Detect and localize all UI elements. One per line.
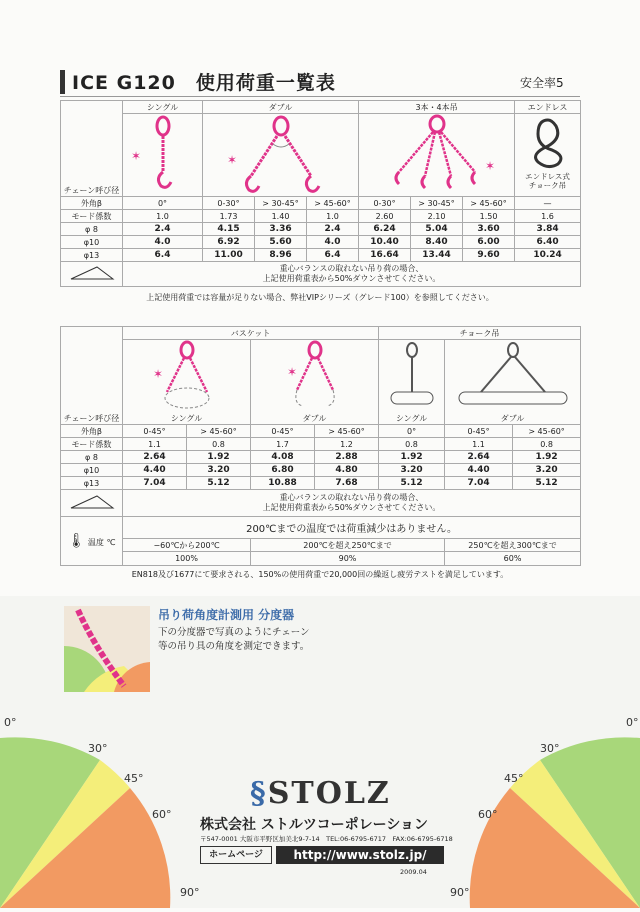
- capacity-note: 上記使用荷重では容量が足りない場合、弊社VIPシリーズ（グレード100）を参照してください。: [146, 293, 494, 302]
- homepage-label: ホームページ: [200, 846, 272, 864]
- group-single: シングル: [123, 101, 203, 114]
- load-table-1: [60, 100, 581, 287]
- mode-cell: 0.8: [187, 438, 251, 451]
- load-value: 6.80: [251, 464, 315, 477]
- svg-text:✶: ✶: [131, 149, 142, 163]
- temp-percent: 100%: [123, 552, 251, 566]
- table-row: [61, 249, 581, 262]
- endless-sling-illustration: [515, 114, 581, 197]
- choke-single-illustration: [379, 340, 445, 413]
- safety-factor: 安全率5: [520, 76, 564, 90]
- table-row: [61, 223, 581, 236]
- degree-60: 60°: [152, 808, 172, 821]
- load-value: 10.40: [359, 236, 411, 249]
- thermometer-icon: 🌡: [67, 533, 86, 549]
- group-endless: エンドレス: [515, 101, 581, 114]
- title-accent-bar: [60, 70, 65, 94]
- temp-percent: 90%: [251, 552, 445, 566]
- load-value: 1.92: [513, 451, 581, 464]
- temp-range: −60℃から200℃: [123, 538, 251, 552]
- load-value: 4.0: [307, 236, 359, 249]
- mode-cell: 1.40: [255, 210, 307, 223]
- chain-size: φ10: [61, 464, 123, 477]
- load-value: 10.24: [515, 249, 581, 262]
- angle-label: 外角β: [61, 197, 123, 210]
- load-value: 16.64: [359, 249, 411, 262]
- svg-text:✶: ✶: [153, 367, 164, 381]
- group-choke: チョーク吊: [379, 327, 581, 340]
- temp-range: 200℃を超え250℃まで: [251, 538, 445, 552]
- company-name: 株式会社 ストルツコーポレーション: [200, 817, 429, 833]
- load-value: 13.44: [411, 249, 463, 262]
- group-basket: バスケット: [123, 327, 379, 340]
- footnote-line-2: 上記使用荷重表から50%ダウンさせてください。: [262, 503, 441, 512]
- mode-label: モード係数: [61, 438, 123, 451]
- load-value: 6.4: [123, 249, 203, 262]
- degree-30: 30°: [540, 742, 560, 755]
- mode-cell: 1.6: [515, 210, 581, 223]
- promo-line-2: 等の吊り具の角度を測定できます。: [158, 641, 310, 652]
- logo-s-icon: §: [250, 776, 268, 811]
- angle-cell: 0-45°: [445, 425, 513, 438]
- mode-cell: 1.2: [315, 438, 379, 451]
- angle-cell: 0-45°: [123, 425, 187, 438]
- mode-cell: 0.8: [513, 438, 581, 451]
- mode-cell: 2.10: [411, 210, 463, 223]
- angle-cell: > 45-60°: [463, 197, 515, 210]
- load-value: 3.84: [515, 223, 581, 236]
- angle-cell: > 45-60°: [315, 425, 379, 438]
- publication-date: 2009.04: [400, 868, 427, 876]
- temperature-label-cell: [61, 517, 123, 566]
- angle-cell: —: [515, 197, 581, 210]
- degree-0: 0°: [626, 716, 639, 729]
- load-value: 3.60: [463, 223, 515, 236]
- load-value: 10.88: [251, 477, 315, 490]
- single-sling-illustration: [123, 114, 203, 197]
- load-value: 2.4: [123, 223, 203, 236]
- chain-size: φ 8: [61, 223, 123, 236]
- load-value: 6.4: [307, 249, 359, 262]
- load-value: 6.40: [515, 236, 581, 249]
- unbalanced-load-icon: [61, 490, 123, 517]
- load-value: 4.08: [251, 451, 315, 464]
- mode-cell: 1.73: [203, 210, 255, 223]
- angle-cell: > 45-60°: [307, 197, 359, 210]
- load-value: 5.12: [187, 477, 251, 490]
- fatigue-test-note: EN818及び1677にて要求される、150%の使用荷重で20,000回の繰返し疲労テストを満足しています。: [131, 570, 509, 579]
- unbalanced-load-icon: [61, 262, 123, 287]
- load-value: 1.92: [379, 451, 445, 464]
- mode-label: モード係数: [61, 210, 123, 223]
- subgroup-choke-double: ダブル: [445, 412, 581, 425]
- load-value: 4.40: [123, 464, 187, 477]
- mode-cell: 1.50: [463, 210, 515, 223]
- load-value: 2.4: [307, 223, 359, 236]
- group-double: ダブル: [203, 101, 359, 114]
- homepage-link[interactable]: http://www.stolz.jp/: [276, 846, 444, 864]
- angle-cell: 0°: [379, 425, 445, 438]
- subgroup-basket-single: シングル: [123, 412, 251, 425]
- endless-caption-1: エンドレス式: [525, 172, 570, 181]
- multi-leg-sling-illustration: [359, 114, 515, 197]
- promo-title: 吊り荷角度計測用 分度器: [158, 608, 295, 622]
- angle-cell: 0°: [123, 197, 203, 210]
- load-value: 11.00: [203, 249, 255, 262]
- degree-0: 0°: [4, 716, 17, 729]
- angle-cell: 0-30°: [203, 197, 255, 210]
- load-value: 7.04: [445, 477, 513, 490]
- chain-size: φ 8: [61, 451, 123, 464]
- degree-60: 60°: [478, 808, 498, 821]
- load-value: 1.92: [187, 451, 251, 464]
- footnote-line-2: 上記使用荷重表から50%ダウンさせてください。: [262, 274, 441, 283]
- angle-cell: > 30-45°: [255, 197, 307, 210]
- chain-size-label: チェーン呼び径: [61, 412, 123, 425]
- angle-label: 外角β: [61, 425, 123, 438]
- table-row: [61, 451, 581, 464]
- load-value: 3.20: [187, 464, 251, 477]
- load-value: 4.40: [445, 464, 513, 477]
- mode-cell: 1.0: [307, 210, 359, 223]
- mode-cell: 1.1: [445, 438, 513, 451]
- table-row: [61, 236, 581, 249]
- mode-cell: 0.8: [379, 438, 445, 451]
- load-value: 6.92: [203, 236, 255, 249]
- footnote-line-1: 重心バランスの取れない吊り荷の場合、: [279, 493, 424, 502]
- load-value: 4.0: [123, 236, 203, 249]
- load-value: 9.60: [463, 249, 515, 262]
- load-value: 8.40: [411, 236, 463, 249]
- chain-size: φ13: [61, 249, 123, 262]
- endless-caption-2: チョーク吊: [528, 181, 567, 190]
- load-value: 5.60: [255, 236, 307, 249]
- mode-cell: 1.7: [251, 438, 315, 451]
- load-value: 5.04: [411, 223, 463, 236]
- load-value: 2.64: [123, 451, 187, 464]
- basket-single-illustration: [123, 340, 251, 413]
- mode-cell: 1.1: [123, 438, 187, 451]
- angle-cell: > 45-60°: [513, 425, 581, 438]
- temperature-statement: 200℃までの温度では荷重減少はありません。: [123, 517, 581, 539]
- load-value: 3.20: [513, 464, 581, 477]
- footnote-line-1: 重心バランスの取れない吊り荷の場合、: [279, 264, 424, 273]
- load-value: 5.12: [513, 477, 581, 490]
- degree-45: 45°: [124, 772, 144, 785]
- load-value: 5.12: [379, 477, 445, 490]
- load-value: 4.15: [203, 223, 255, 236]
- group-3-4: 3本・4本吊: [359, 101, 515, 114]
- load-value: 3.20: [379, 464, 445, 477]
- choke-double-illustration: [445, 340, 581, 413]
- title-divider: [60, 96, 580, 97]
- mode-cell: 2.60: [359, 210, 411, 223]
- chain-size: φ10: [61, 236, 123, 249]
- degree-90: 90°: [450, 886, 470, 899]
- table-row: [61, 464, 581, 477]
- protractor-right: [440, 700, 640, 908]
- logo-text: STOLZ: [267, 776, 391, 811]
- promo-line-1: 下の分度器で写真のようにチェーン: [158, 627, 310, 638]
- angle-cell: 0-30°: [359, 197, 411, 210]
- load-value: 7.68: [315, 477, 379, 490]
- company-logo: [250, 776, 391, 811]
- protractor-left: [0, 700, 200, 908]
- double-sling-illustration: [203, 114, 359, 197]
- load-value: 6.24: [359, 223, 411, 236]
- table-row: [61, 477, 581, 490]
- degree-90: 90°: [180, 886, 200, 899]
- chain-size: φ13: [61, 477, 123, 490]
- protractor-photo: [64, 606, 150, 692]
- temp-range: 250℃を超え300℃まで: [445, 538, 581, 552]
- company-address: 〒547-0001 大阪市平野区加美北9-7-14 TEL:06-6795-6717 FAX:06-6795-6718: [200, 835, 453, 843]
- load-value: 8.96: [255, 249, 307, 262]
- load-value: 3.36: [255, 223, 307, 236]
- page-title: ICE G120 使用荷重一覧表: [72, 72, 336, 94]
- svg-text:✶: ✶: [485, 159, 496, 173]
- subgroup-basket-double: ダブル: [251, 412, 379, 425]
- load-value: 4.80: [315, 464, 379, 477]
- basket-double-illustration: [251, 340, 379, 413]
- svg-text:✶: ✶: [287, 365, 298, 379]
- temperature-unit: ℃: [106, 538, 116, 547]
- subgroup-choke-single: シングル: [379, 412, 445, 425]
- mode-cell: 1.0: [123, 210, 203, 223]
- temp-percent: 60%: [445, 552, 581, 566]
- load-value: 2.64: [445, 451, 513, 464]
- degree-45: 45°: [504, 772, 524, 785]
- chain-size-label: チェーン呼び径: [63, 186, 120, 195]
- load-table-2: [60, 326, 581, 566]
- angle-cell: > 45-60°: [187, 425, 251, 438]
- angle-cell: > 30-45°: [411, 197, 463, 210]
- angle-cell: 0-45°: [251, 425, 315, 438]
- load-value: 6.00: [463, 236, 515, 249]
- degree-30: 30°: [88, 742, 108, 755]
- load-value: 7.04: [123, 477, 187, 490]
- load-value: 2.88: [315, 451, 379, 464]
- svg-text:✶: ✶: [227, 153, 238, 167]
- temperature-label: 温度: [87, 538, 104, 547]
